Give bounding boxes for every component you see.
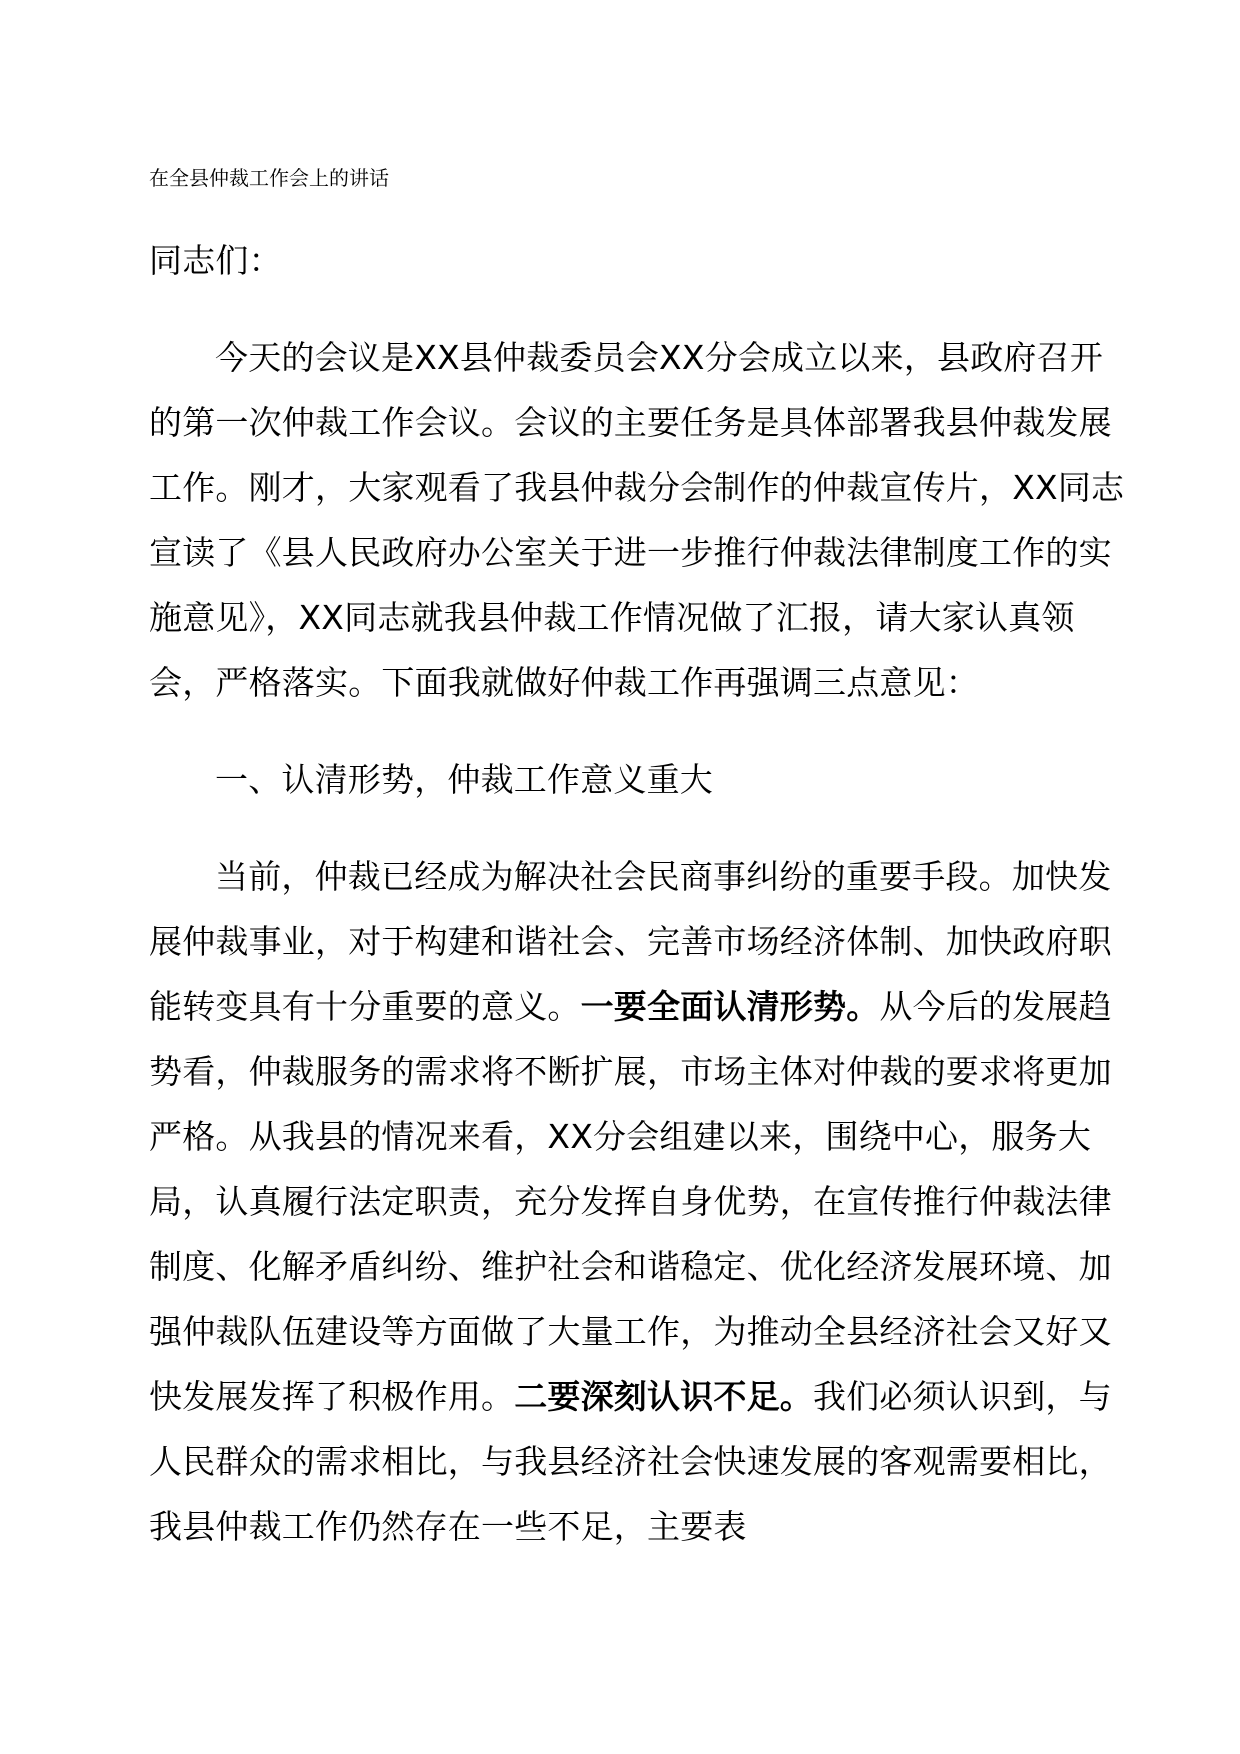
section-paragraph (149, 844, 1129, 1559)
intro-paragraph: 今天的会议是XX县仲裁委员会XX分会成立以来，县政府召开的第一次仲裁工作会议。会议的主要任务是具体部署我县仲裁发展工作。刚才，大家观看了我县仲裁分会制作的仲裁宣传片，XX同志宣读了《县人民政府办公室关于进一步推行仲裁法律制度工作的实施意见》，XX同志就我县仲裁工作情况做了汇报，请大家认真领会，严格落实。下面我就做好仲裁工作再强调三点意见： (149, 338, 1125, 702)
paragraph-text: 我们必须认识到，与人民群众的需求相比，与我县经济社会快速发展的客观需要相比，我县仲裁工作仍然存在一些不足，主要表 (149, 1377, 1112, 1546)
paragraph-text: 从今后的发展趋势看，仲裁服务的需求将不断扩展，市场主体对仲裁的要求将更加严格。从我县的情况来看，XX分会组建以来，围绕中心，服务大局，认真履行法定职责，充分发挥自身优势，在宣传推行仲裁法律制度、化解矛盾纠纷、维护社会和谐稳定、优化经济发展环境、加强仲裁队伍建设等方面做了大量工作，为推动全县经济社会又好又快发展发挥了积极作用。 (149, 987, 1112, 1416)
bold-key-point: 二要深刻认识不足。 (514, 1377, 814, 1416)
paragraph-text: 当前，仲裁已经成为解决社会民商事纠纷的重要手段。加快发展仲裁事业，对于构建和谐社会、完善市场经济体制、加快政府职能转变具有十分重要的意义。 (149, 857, 1112, 1026)
document-title: 在全县仲裁工作会上的讲话 (149, 166, 389, 190)
section-heading: 一、认清形势，仲裁工作意义重大 (215, 760, 713, 799)
bold-key-point: 一要全面认清形势。 (580, 987, 880, 1026)
salutation: 同志们： (149, 241, 282, 280)
document-body (149, 228, 1129, 1559)
